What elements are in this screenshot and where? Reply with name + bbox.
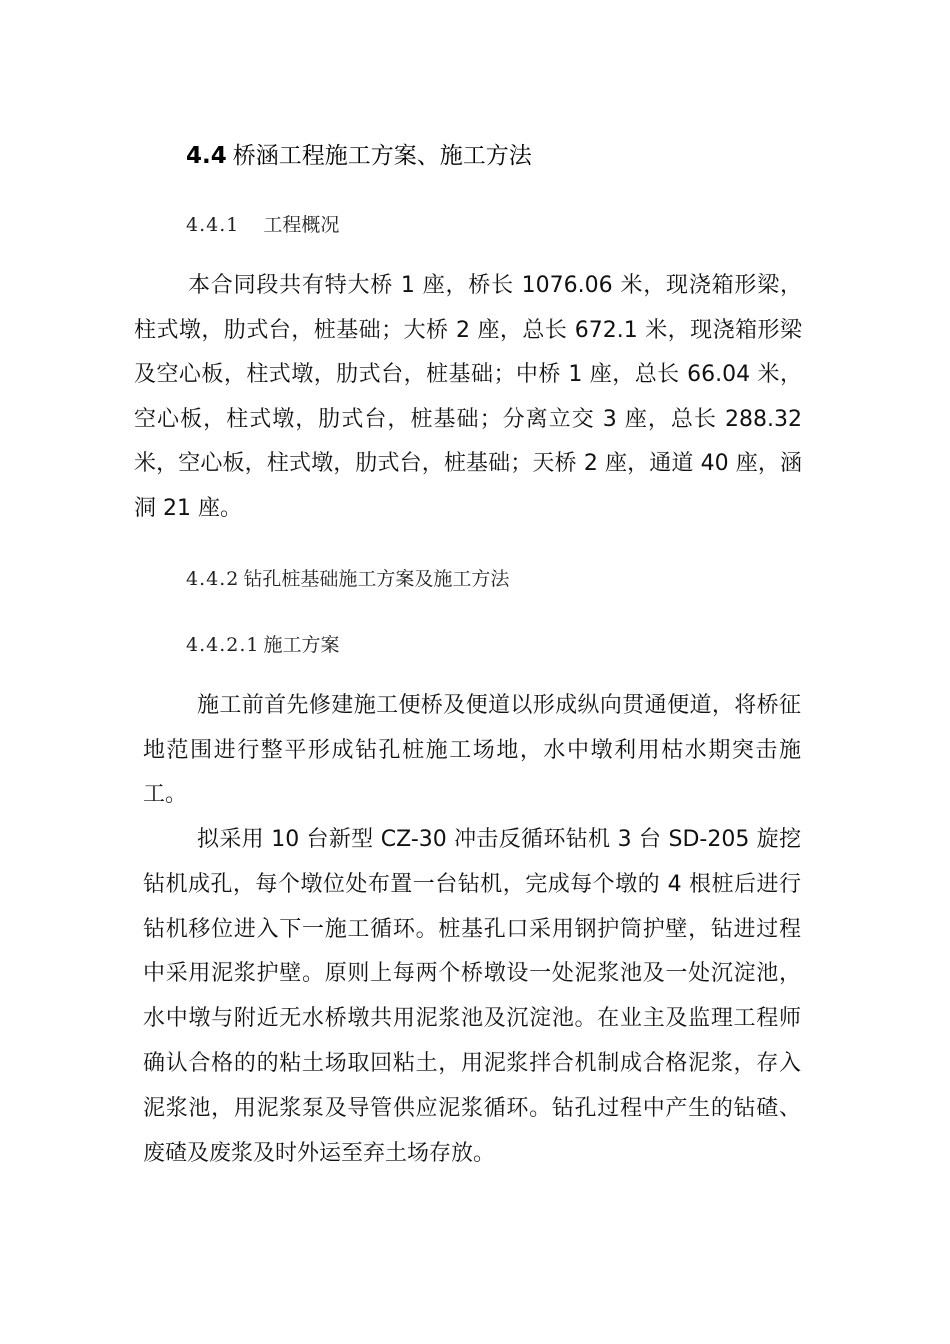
overview-paragraph: 本合同段共有特大桥 1 座，桥长 1076.06 米，现浇箱形梁，柱式墩，肋式台，桩基础；大桥 2 座，总长 672.1 米，现浇箱形梁及空心板，柱式墩，肋式台，桩基础；中桥 1 座，总长 66.04 米，空心板，柱式墩，肋式台，桩基础；分离立交 3 座，总长 288.32 米，空心板，柱式墩，肋式台，桩基础；天桥 2 座，通道 40 座，涵洞 21 座。 bbox=[134, 273, 802, 521]
plan-title: 施工方案 bbox=[263, 634, 340, 656]
section-number: 4.4 bbox=[186, 143, 227, 169]
plan-paragraph-1: 施工前首先修建施工便桥及便道以形成纵向贯通便道，将桥征地范围进行整平形成钻孔桩施工场地，水中墩利用枯水期突击施工。 bbox=[143, 693, 801, 807]
bored-pile-title: 钻孔桩基础施工方案及施工方法 bbox=[243, 568, 510, 590]
section-heading bbox=[186, 140, 532, 172]
bored-pile-number: 4.4.2 bbox=[186, 568, 240, 590]
section-title: 桥涵工程施工方案、施工方法 bbox=[232, 143, 532, 169]
bored-pile-heading bbox=[186, 566, 509, 592]
plan-paragraph-2: 拟采用 10 台新型 CZ-30 冲击反循环钻机 3 台 SD-205 旋挖钻机成孔，每个墩位处布置一台钻机，完成每个墩的 4 根桩后进行钻机移位进入下一施工循环。桩基孔口采用钢护筒护壁，钻进过程中采用泥浆护壁。原则上每两个桥墩设一处泥浆池及一处沉淀池，水中墩与附近无水桥墩共用泥浆池及沉淀池。在业主及监理工程师确认合格的的粘土场取回粘土，用泥浆拌合机制成合格泥浆，存入泥浆池，用泥浆泵及导管供应泥浆循环。钻孔过程中产生的钻碴、废碴及废浆及时外运至弃土场存放。 bbox=[143, 827, 801, 1166]
plan-number: 4.4.2.1 bbox=[186, 634, 260, 656]
overview-heading bbox=[186, 212, 339, 238]
plan-heading bbox=[186, 632, 340, 658]
overview-number: 4.4.1 bbox=[186, 214, 240, 236]
overview-title: 工程概况 bbox=[263, 214, 340, 236]
